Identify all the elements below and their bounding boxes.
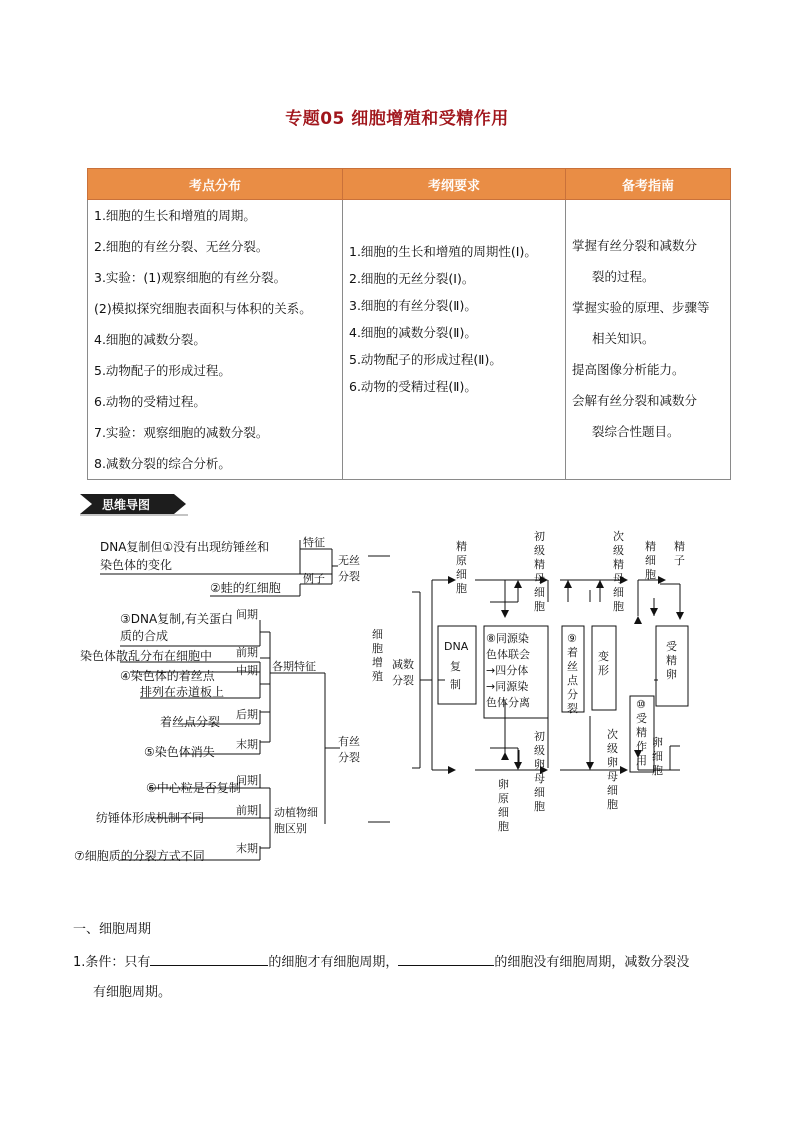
phase-label: 末期 <box>236 738 258 751</box>
phase-label: 末期 <box>236 842 258 855</box>
label-example: 例子 <box>303 572 325 585</box>
vertical-char: 初 <box>534 530 545 543</box>
vertical-char: 初 <box>534 730 545 743</box>
synapsis-text: →同源染 <box>486 680 529 693</box>
answer-blank[interactable] <box>398 951 494 966</box>
vertical-char: 精 <box>613 558 624 571</box>
vertical-char: 变 <box>598 650 609 663</box>
vertical-char: 次 <box>607 728 618 741</box>
list-item: 提高图像分析能力。 <box>572 362 685 377</box>
list-item: 2.细胞的有丝分裂、无丝分裂。 <box>94 239 269 254</box>
mind-map <box>60 520 700 870</box>
vertical-label-primary-spermatocyte <box>534 530 545 613</box>
vertical-char: 卵 <box>666 668 677 681</box>
vertical-char: 点 <box>567 674 578 687</box>
syllabus-cell <box>343 200 566 480</box>
list-item: 2.细胞的无丝分裂(Ⅰ)。 <box>349 271 475 286</box>
vertical-char: 丝 <box>567 660 578 673</box>
anaphase-text: 着丝点分裂 <box>160 715 221 729</box>
dna-box-text: DNA <box>444 640 469 653</box>
exam-points-cell <box>88 200 343 480</box>
telophase-text: ⑤染色体消失 <box>144 745 215 759</box>
vertical-char: 细 <box>534 786 545 799</box>
synapsis-text: 色体联会 <box>486 648 530 661</box>
list-item: 3.实验：(1)观察细胞的有丝分裂。 <box>94 270 287 285</box>
question-item <box>73 948 733 1008</box>
label-meiosis: 分裂 <box>392 674 414 687</box>
item-text: 的细胞没有细胞周期，减数分裂没 <box>494 955 690 970</box>
vertical-char: 细 <box>498 806 509 819</box>
vertical-char: 胞 <box>534 800 545 813</box>
label-animal-plant: 动植物细 <box>274 806 318 819</box>
list-item: 掌握有丝分裂和减数分 <box>572 238 698 253</box>
label-proliferation <box>372 628 383 683</box>
dna-box-text: 复 <box>450 660 461 673</box>
vertical-char: 着 <box>567 646 578 659</box>
list-item: 6.动物的受精过程。 <box>94 394 206 409</box>
interphase-text: 质的合成 <box>120 629 169 643</box>
banner-label: 思维导图 <box>102 498 151 512</box>
vertical-char: 胞 <box>607 798 618 811</box>
vertical-char: 增 <box>372 656 383 669</box>
synapsis-text: ⑧同源染 <box>486 632 529 645</box>
list-item: 裂综合性题目。 <box>592 424 680 439</box>
metamorphosis-text <box>598 649 609 677</box>
list-item: 1.细胞的生长和增殖的周期性(Ⅰ)。 <box>349 244 537 259</box>
vertical-char: 级 <box>534 544 545 557</box>
item-text: 1.条件：只有 <box>73 955 151 970</box>
vertical-char: 胞 <box>456 582 467 595</box>
vertical-label-spermatogonium <box>456 539 467 595</box>
answer-blank[interactable] <box>150 951 268 966</box>
vertical-char: 原 <box>498 792 509 805</box>
vertical-char: 次 <box>613 530 624 543</box>
label-phase-features: 各期特征 <box>272 660 316 673</box>
guide-cell <box>566 200 731 480</box>
amitosis-label: 无丝 <box>338 554 360 567</box>
vertical-char: 受 <box>666 640 677 653</box>
list-item: 5.动物配子的形成过程。 <box>94 363 231 378</box>
label-meiosis: 减数 <box>392 658 414 671</box>
section-heading: 一、细胞周期 <box>73 922 152 937</box>
amitosis-feature-text: 染色体的变化 <box>100 558 173 572</box>
list-item: 会解有丝分裂和减数分 <box>572 393 698 408</box>
vertical-char: 母 <box>607 770 618 783</box>
vertical-label-sperm <box>674 539 685 567</box>
vertical-char: 原 <box>456 554 467 567</box>
mind-map-banner <box>80 492 190 516</box>
vertical-char: 精 <box>666 654 677 667</box>
prophase-text: 染色体散乱分布在细胞中 <box>80 649 213 663</box>
phase-label: 间期 <box>236 774 258 787</box>
page-title: 专题05 细胞增殖和受精作用 <box>285 109 509 129</box>
vertical-char: ⑩ <box>636 698 646 711</box>
vertical-char: 殖 <box>372 670 383 683</box>
vertical-char: 分 <box>567 688 578 701</box>
vertical-char: ⑨ <box>567 632 577 645</box>
difference-text: ⑦细胞质的分裂方式不同 <box>74 849 205 863</box>
list-item: 5.动物配子的形成过程(Ⅱ)。 <box>349 352 502 367</box>
vertical-char: 级 <box>534 744 545 757</box>
vertical-char: 卵 <box>652 736 663 749</box>
vertical-char: 细 <box>607 784 618 797</box>
vertical-label-primary-oocyte <box>534 730 545 813</box>
list-item: 6.动物的受精过程(Ⅱ)。 <box>349 379 477 394</box>
vertical-char: 细 <box>652 750 663 763</box>
header-syllabus: 考纲要求 <box>343 169 566 200</box>
phase-label: 间期 <box>236 608 258 621</box>
vertical-char: 母 <box>534 772 545 785</box>
list-item: (2)模拟探究细胞表面积与体积的关系。 <box>94 301 312 316</box>
vertical-char: 卵 <box>534 758 545 771</box>
header-guide: 备考指南 <box>566 169 731 200</box>
vertical-char: 胞 <box>613 600 624 613</box>
vertical-char: 子 <box>674 554 685 567</box>
metaphase-text: ④染色体的着丝点 <box>120 669 215 683</box>
interphase-text: ③DNA复制,有关蛋白 <box>120 612 233 626</box>
exam-requirements-table <box>87 168 731 480</box>
vertical-char: 细 <box>534 586 545 599</box>
vertical-char: 用 <box>636 754 647 767</box>
difference-text: ⑥中心粒是否复制 <box>146 781 241 795</box>
list-item: 7.实验：观察细胞的减数分裂。 <box>94 425 269 440</box>
vertical-label-egg <box>652 736 663 777</box>
metaphase-text: 排列在赤道板上 <box>140 685 225 699</box>
centromere-split-text <box>567 632 579 715</box>
amitosis-feature-text: DNA复制但①没有出现纺锤丝和 <box>100 540 270 554</box>
list-item: 4.细胞的减数分裂。 <box>94 332 206 347</box>
vertical-char: 胞 <box>645 568 656 581</box>
item-text: 有细胞周期。 <box>93 985 172 1000</box>
mitosis-label: 分裂 <box>338 751 360 764</box>
list-item: 1.细胞的生长和增殖的周期。 <box>94 208 256 223</box>
vertical-char: 形 <box>598 664 609 677</box>
vertical-char: 卵 <box>607 756 618 769</box>
dna-box-text: 制 <box>450 678 461 691</box>
synapsis-text: →四分体 <box>486 664 529 677</box>
list-item: 掌握实验的原理、步骤等 <box>572 300 710 315</box>
vertical-label-secondary-oocyte <box>607 727 618 811</box>
vertical-char: 胞 <box>652 764 663 777</box>
vertical-char: 精 <box>456 540 467 553</box>
vertical-label-spermatid <box>645 539 656 581</box>
vertical-char: 细 <box>456 568 467 581</box>
vertical-char: 细 <box>613 586 624 599</box>
phase-label: 中期 <box>236 664 258 677</box>
vertical-label-secondary-spermatocyte <box>613 529 624 613</box>
zygote-text <box>666 640 677 681</box>
phase-label: 后期 <box>236 708 258 721</box>
vertical-label-oogonium <box>498 778 509 833</box>
vertical-char: 级 <box>607 742 618 755</box>
label-animal-plant: 胞区别 <box>274 822 307 835</box>
vertical-char: 裂 <box>567 702 578 715</box>
phase-label: 前期 <box>236 804 258 817</box>
label-feature: 特征 <box>303 536 325 549</box>
phase-label: 前期 <box>236 646 258 659</box>
vertical-char: 母 <box>613 572 624 585</box>
fertilization-text <box>636 698 647 767</box>
vertical-char: 级 <box>613 544 624 557</box>
vertical-char: 胞 <box>372 642 383 655</box>
item-text: 的细胞才有细胞周期， <box>268 955 399 970</box>
vertical-char: 卵 <box>498 778 509 791</box>
amitosis-label: 分裂 <box>338 570 360 583</box>
vertical-char: 胞 <box>498 820 509 833</box>
synapsis-text: 色体分离 <box>486 696 530 709</box>
vertical-char: 精 <box>645 540 656 553</box>
vertical-char: 母 <box>534 572 545 585</box>
difference-text: 纺锤体形成机制不同 <box>96 811 205 825</box>
list-item: 8.减数分裂的综合分析。 <box>94 456 231 471</box>
list-item: 3.细胞的有丝分裂(Ⅱ)。 <box>349 298 477 313</box>
list-item: 裂的过程。 <box>592 269 655 284</box>
vertical-char: 胞 <box>534 600 545 613</box>
amitosis-example: ②蛙的红细胞 <box>210 581 281 595</box>
vertical-char: 细 <box>645 554 656 567</box>
vertical-char: 精 <box>636 726 647 739</box>
list-item: 相关知识。 <box>592 331 655 346</box>
vertical-char: 作 <box>636 740 647 753</box>
vertical-char: 精 <box>534 558 545 571</box>
header-exam-points: 考点分布 <box>88 169 343 200</box>
vertical-char: 受 <box>636 712 647 725</box>
vertical-char: 细 <box>372 628 383 641</box>
list-item: 4.细胞的减数分裂(Ⅱ)。 <box>349 325 477 340</box>
vertical-char: 精 <box>674 540 685 553</box>
mitosis-label: 有丝 <box>338 735 360 748</box>
